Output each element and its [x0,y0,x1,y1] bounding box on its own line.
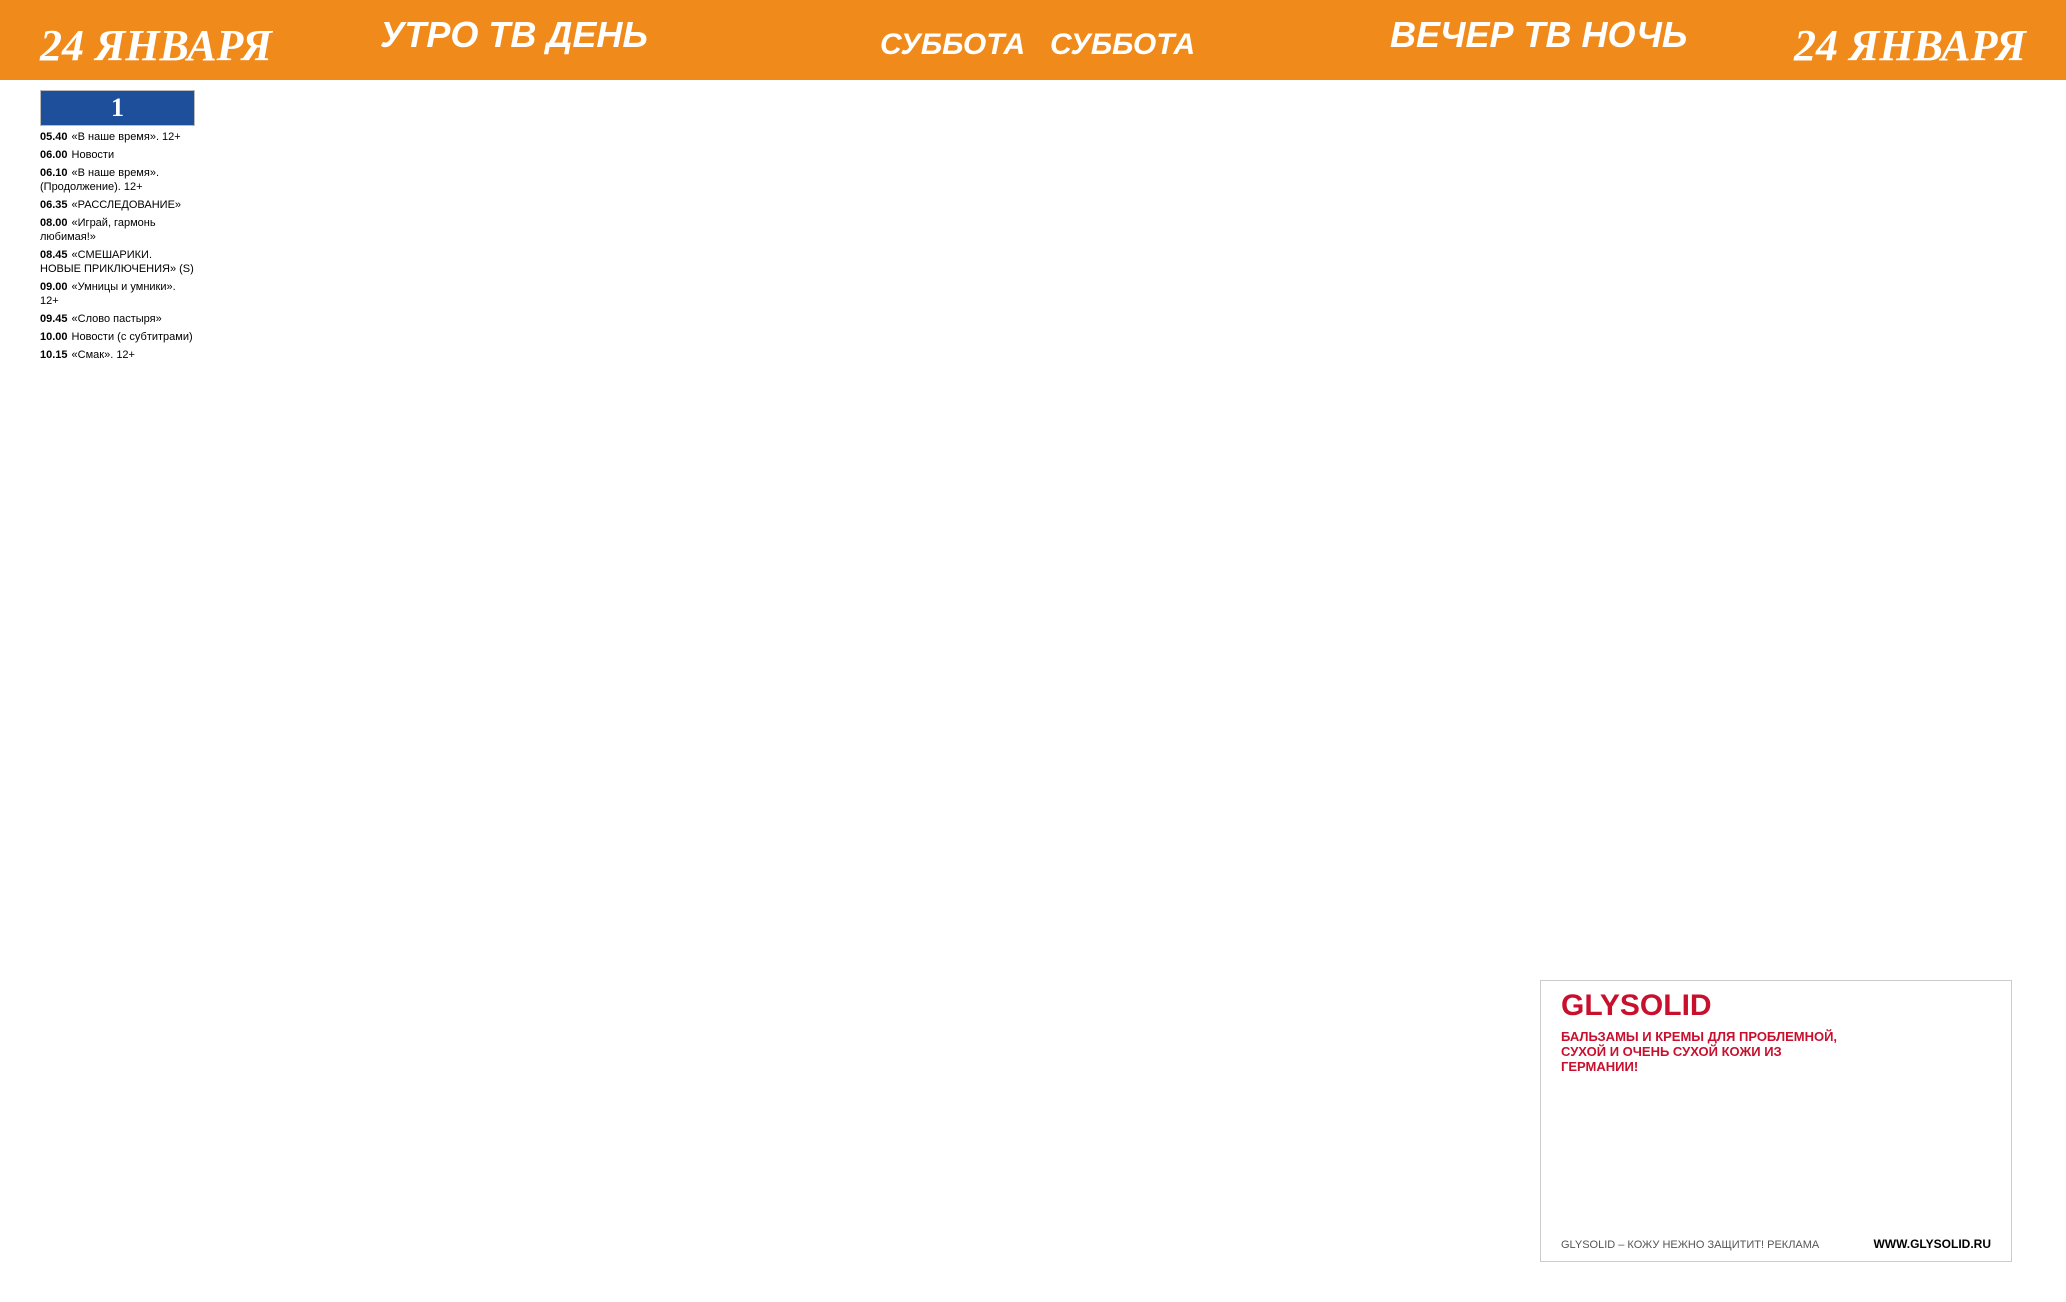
schedule-entry [40,248,195,276]
day-left: СУББОТА [880,28,1026,61]
ad-tagline: БАЛЬЗАМЫ И КРЕМЫ ДЛЯ ПРОБЛЕМНОЙ, СУХОЙ И ОЧЕНЬ СУХОЙ КОЖИ ИЗ ГЕРМАНИИ! [1561,1029,1838,1074]
entry-title: Новости (с субтитрами) [71,331,193,343]
entry-title: «СМЕШАРИКИ. НОВЫЕ ПРИКЛЮЧЕНИЯ» (S) [40,249,194,275]
entry-title: «В наше время». 12+ [71,131,181,143]
date-left: 24 ЯНВАРЯ [40,21,272,70]
entry-time: 06.00 [40,149,68,161]
logo-evening-night: ВЕЧЕР ТВ НОЧЬ [1390,14,1688,55]
schedule-entry [40,280,195,308]
schedule-entry [40,330,195,344]
day-right: СУББОТА [1050,28,1196,61]
entry-time: 09.45 [40,313,68,325]
entry-title: «РАССЛЕДОВАНИЕ» [71,199,182,211]
entry-title: «Слово пастыря» [71,313,162,325]
entry-time: 09.00 [40,281,68,293]
entry-time: 06.35 [40,199,68,211]
entry-time: 06.10 [40,167,68,179]
schedule-entry [40,312,195,326]
ad-url: WWW.GLYSOLID.RU [1873,1237,1991,1251]
schedule-entry [40,216,195,244]
entry-time: 08.00 [40,217,68,229]
channel-1-column [40,90,195,366]
glysolid-ad [1540,980,2012,1262]
logo-morning-day: УТРО ТВ ДЕНЬ [380,14,648,55]
entry-time: 10.00 [40,331,68,343]
channel-1-logo: 1 [40,90,195,126]
ad-brand: GLYSOLID [1561,989,1712,1022]
entry-time: 05.40 [40,131,68,143]
schedule-entry [40,130,195,144]
schedule-entry [40,348,195,362]
schedule-entry [40,198,195,212]
entry-time: 10.15 [40,349,68,361]
entry-time: 08.45 [40,249,68,261]
entry-title: Новости [71,149,115,161]
ad-footer: GLYSOLID – КОЖУ НЕЖНО ЗАЩИТИТ! РЕКЛАМА [1561,1239,1820,1251]
date-right: 24 ЯНВАРЯ [1794,21,2026,70]
page-banner [0,0,2066,80]
entry-title: «Играй, гармонь любимая!» [40,217,156,243]
entry-title: «Умницы и умники». 12+ [40,281,176,307]
schedule-entry [40,148,195,162]
entry-title: «Смак». 12+ [71,349,135,361]
schedule-entry [40,166,195,194]
entry-title: «В наше время». (Продолжение). 12+ [40,167,160,193]
